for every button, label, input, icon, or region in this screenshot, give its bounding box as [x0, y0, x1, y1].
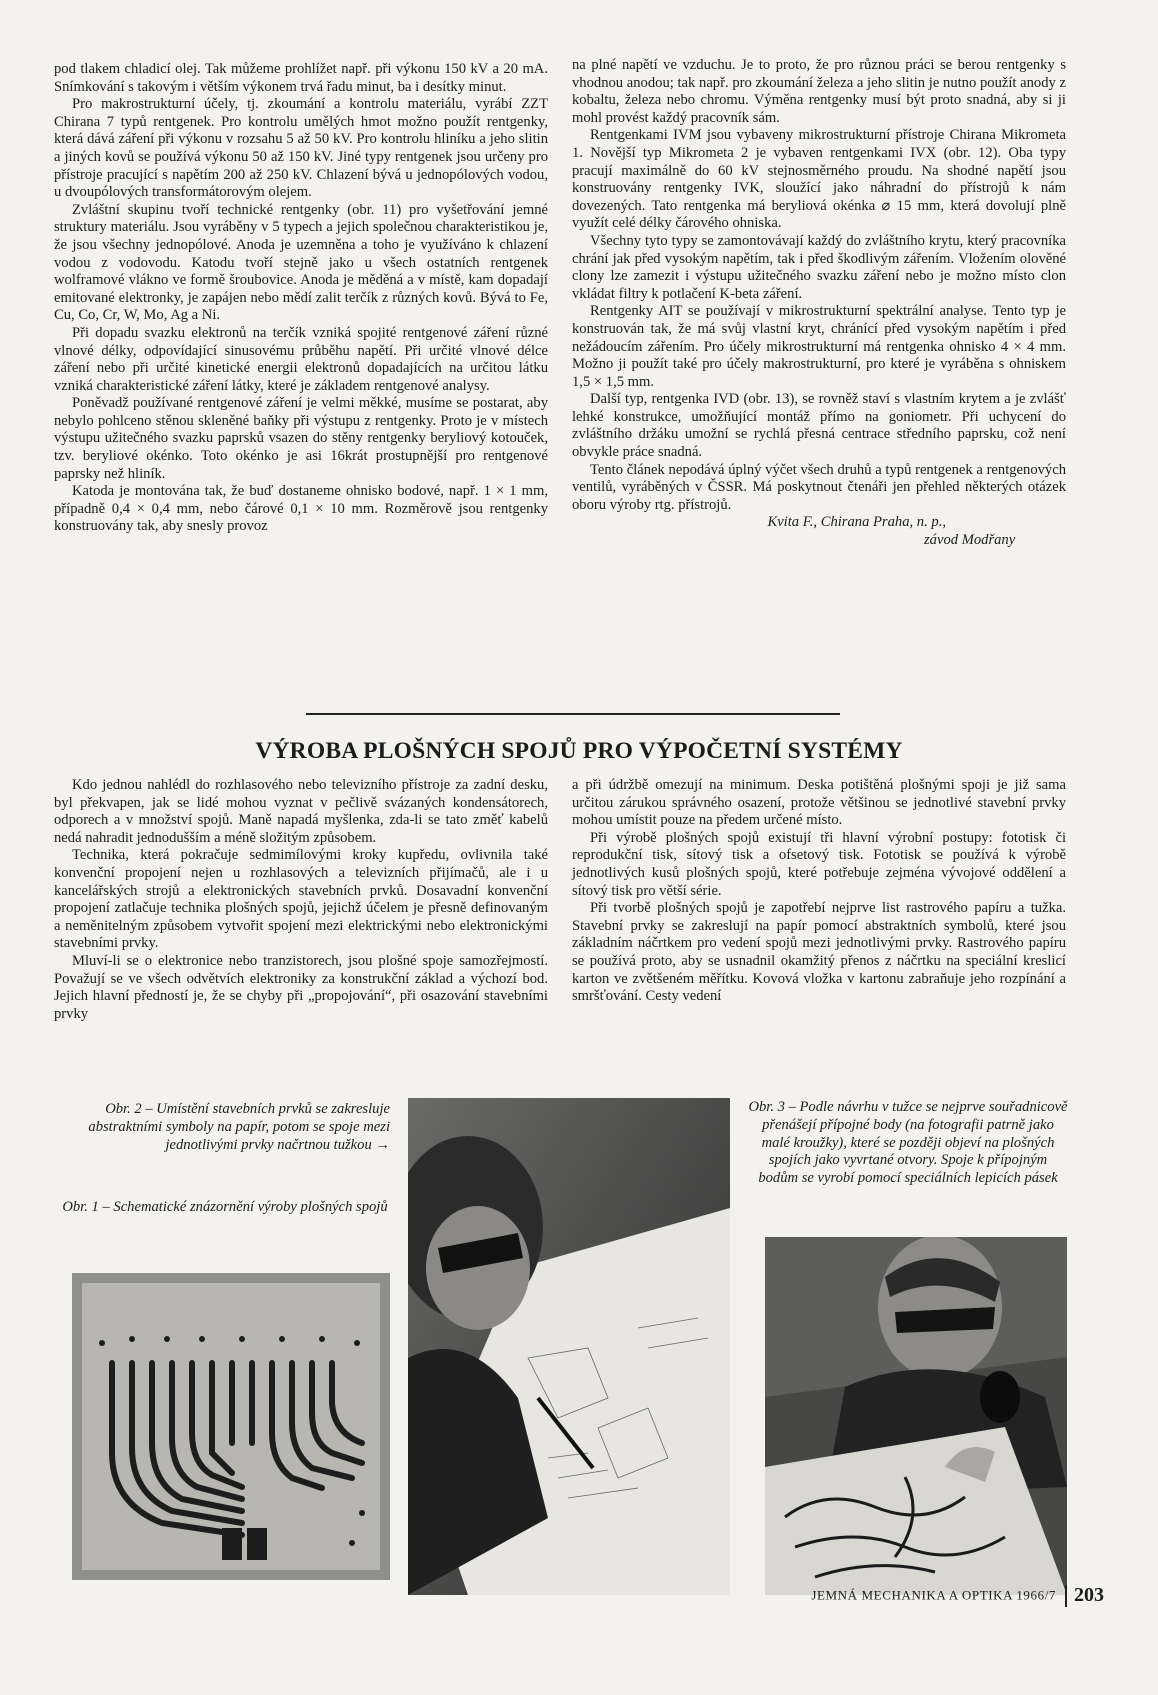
paragraph: Poněvadž používané rentgenové záření je velmi měkké, musíme se postarat, aby nebylo pohlceno stěnou skleněné baňky při výstupu z rentgenky. Proto je v místech výstupu užitečného svazku paprsků vsazen do stěny rentgenky beryliový kotouček, tzv. beryliové okénko. Toto okénko je asi 16krát prostupnější pro rentgenové paprsky než hliník.	[54, 395, 548, 482]
paragraph: Při výrobě plošných spojů existují tři hlavní výrobní postupy: fototisk či reprodukční tisk, sítový tisk a ofsetový tisk. Fototisk se používá k výrobě jednotlivých kusů plošných spojů, které potřebuje zejména vývojové oddělení a sítový tisk pro větší série.	[572, 829, 1066, 899]
paragraph: Další typ, rentgenka IVD (obr. 13), se rovněž staví s vlastním krytem a je zvlášť lehké konstrukce, umožňující montáž přímo na goniometr. Při uchycení do zvláštního držáku umožní se rychlá přesná centrace středního paprsku, což není obvykle práce snadná.	[572, 391, 1066, 461]
page-number: 203	[1074, 1584, 1104, 1606]
paragraph: Katoda je montována tak, že buď dostaneme ohnisko bodové, např. 1 × 1 mm, případně 0,4 × 0,4 mm, nebo čárové 0,1 × 10 mm. Rozměrově jsou rentgenky konstruovány tak, aby snesly provoz	[54, 483, 548, 535]
article-pcb-column-left	[54, 777, 548, 1023]
paragraph: Rentgenkami IVM jsou vybaveny mikrostrukturní přístroje Chirana Mikrometa 1. Novější typ Mikrometa 2 je vybaven rentgenkami IVX (obr. 12). Oba typy pracují maximálně do 60 kV stejnosměrného proudu. Na shodné napětí jsou konstruovány rentgenky IVK, sloužící jako náhradní do přístrojů k nám dovezených. Tato rentgenka má beryliová okénka ⌀ 15 mm, která dovolují plně využít celé délky čárového ohniska.	[572, 127, 1066, 232]
drafting-photo	[408, 1098, 730, 1595]
paragraph: Všechny tyto typy se zamontovávají každý do zvláštního krytu, který pracovníka chrání jak před vysokým napětím, tak i před škodlivým zářením. Vložením olověné clony lze zamezit i výstupu užitečného svazku záření nebo je možno místo clon vkládat filtry k potlačení K-beta záření.	[572, 232, 1066, 302]
paragraph: Kdo jednou nahlédl do rozhlasového nebo televizního přístroje za zadní desku, byl překvapen, jak se lidé mohou vyznat v pečlivě svázaných kondensátorech, odporech a v množství spojů. Maně napadá myšlenka, zda-li se tato změť kabelů nedá nahradit jednodušším a méně složitým způsobem.	[54, 777, 548, 846]
article-xray-column-right	[572, 57, 1066, 550]
paragraph: Mluví-li se o elektronice nebo tranzistorech, jsou plošné spoje samozřejmostí. Považují se ve všech odvětvích elektroniky za konstrukční základ a výchozí bod. Jejich hlavní předností je, že se chyby při „propojování“, při osazování stavebními prvky	[54, 952, 548, 1022]
paragraph: Při tvorbě plošných spojů je zapotřebí nejprve list rastrového papíru a tužka. Stavební prvky se zakreslují na papír pomocí abstraktních symbolů, které jsou základním náčrtkem pro vedení spojů mezi jednotlivými prvky. Rastrového papíru se používá proto, aby se usnadnil okamžitý přenos z náčrtku na speciální kreslicí karton ve zvětšeném měřítku. Kovová vložka v kartonu zabraňuje jeho rozpínání a smršťování. Cesty vedení	[572, 900, 1066, 1005]
paragraph: Technika, která pokračuje sedmimílovými kroky kupředu, ovlivnila také konvenční propojení nejen u rozhlasových a televizních přijímačů, ale i u kancelářských strojů a elektronických stavebních prvků. Dosavadní konvenční propojení zatlačuje technika plošných spojů, jejichž účelem je přesně definovaným a neměnitelným způsobem vytvořit spojení mezi elektrickými nebo elektronickými stavebními prvky.	[54, 847, 548, 952]
caption-figure-1: Obr. 1 – Schematické znázornění výroby plošných spojů	[62, 1199, 388, 1215]
footer-divider	[1065, 1585, 1067, 1607]
paragraph: Tento článek nepodává úplný výčet všech druhů a typů rentgenek a rentgenových ventilů, vyráběných v ČSSR. Má poskytnout čtenáři jen přehled některých otázek oboru výroby rtg. přístrojů.	[572, 461, 1066, 513]
paragraph: Zvláštní skupinu tvoří technické rentgenky (obr. 11) pro vyšetřování jemné struktury materiálu. Jsou vyráběny v 5 typech a jejich společnou charakteristikou je, že jsou všechny jednopólové. Anoda je uzemněna a toho je využíváno k chlazení vodou z vodovodu. Katodu tvoří stejně jako u všech ostatních rentgenek wolframové vlákno ve formě šroubovice. Anoda je měděná a v místě, kam dopadají emitované elektronky, je zapájen nebo mědí zalit terčík z různých kovů. Bývá to Fe, Cu, Co, Cr, W, Mo, Ag a Ni.	[54, 201, 548, 324]
journal-name: JEMNÁ MECHANIKA A OPTIKA 1966/7	[811, 1587, 1056, 1603]
section-divider	[306, 713, 840, 715]
page-footer	[811, 1584, 1104, 1607]
article-pcb-column-right	[572, 777, 1066, 1006]
article-xray-column-left	[54, 61, 548, 536]
paragraph: a při údržbě omezují na minimum. Deska potištěná plošnými spoji je již sama určitou zárukou správného osazení, protože většinou se jednotlivé stavební prvky mohou umístit pouze na předem určené místo.	[572, 777, 1066, 829]
article-xray-paragraphs	[572, 57, 1066, 514]
paragraph: Rentgenky AIT se používají v mikrostrukturní spektrální analyse. Tento typ je konstruován tak, že má svůj vlastní kryt, chránící před vysokým napětím i před nežádoucím zářením. Pro účely mikrostrukturní má rentgenka ohnisko 4 × 4 mm. Možno ji použít také pro účely makrostrukturní, pro které je vyráběna s ohniskem 1,5 × 1,5 mm.	[572, 303, 1066, 390]
circuit-drawing-photo	[765, 1237, 1067, 1595]
caption-figure-3: Obr. 3 – Podle návrhu v tužce se nejprve souřadnicově přenášejí přípojné body (na fotografii patrně jako malé kroužky), které se později objeví na plošných spojích jako vyvrtané otvory. Spoje k přípojným bodům se vyrobí pomocí speciálních lepicích pásek	[748, 1099, 1068, 1187]
paragraph: Pro makrostrukturní účely, tj. zkoumání a kontrolu materiálu, vyrábí ZZT Chirana 7 typů rentgenek. Pro kontrolu umělých hmot možno použít rentgenky, která dává záření při výkonu v rozsahu 5 až 50 kV. Pro kontrolu hliníku a jeho slitin a jiných kovů se používá výkonu 50 až 150 kV. Jiné typy rentgenek jsou určeny pro přístroje pracující s napětím 200 až 250 kV. Chlazení bývá u jednopólových vodou, u dvoupólových transformátorovým olejem.	[54, 96, 548, 201]
paragraph: na plné napětí ve vzduchu. Je to proto, že pro různou práci se berou rentgenky s vhodnou anodou; tak např. pro zkoumání železa a jeho slitin je nutno použít anody z kobaltu, železa nebo chromu. Výměna rentgenky musí být proto snadná, aby si ji mohl provést každý pracovník sám.	[572, 57, 1066, 126]
paragraph: Při dopadu svazku elektronů na terčík vzniká spojité rentgenové záření různé vlnové délky, odpovídající sinusovému průběhu napětí. Při určité vlnové délce záření nebo při určité kinetické energii elektronů dopadajících na určitou látku vzniká charakteristické záření látky, které je základem rentgenové analysy.	[54, 324, 548, 394]
author-affiliation: závod Modřany	[924, 532, 1016, 549]
pcb-schematic-image	[72, 1273, 390, 1580]
caption-figure-2: Obr. 2 – Umístění stavebních prvků se zakresluje abstraktními symboly na papír, potom se spoje mezi jednotlivými prvky načrtnou tužkou →	[88, 1101, 390, 1153]
paragraph: pod tlakem chladicí olej. Tak můžeme prohlížet např. při výkonu 150 kV a 20 mA. Snímkování s takovým i větším výkonem trvá řadu minut, ba i desítky minut.	[54, 61, 548, 95]
author-signature: Kvita F., Chirana Praha, n. p.,	[767, 514, 946, 531]
article-heading: VÝROBA PLOŠNÝCH SPOJŮ PRO VÝPOČETNÍ SYSTÉMY	[255, 738, 903, 764]
